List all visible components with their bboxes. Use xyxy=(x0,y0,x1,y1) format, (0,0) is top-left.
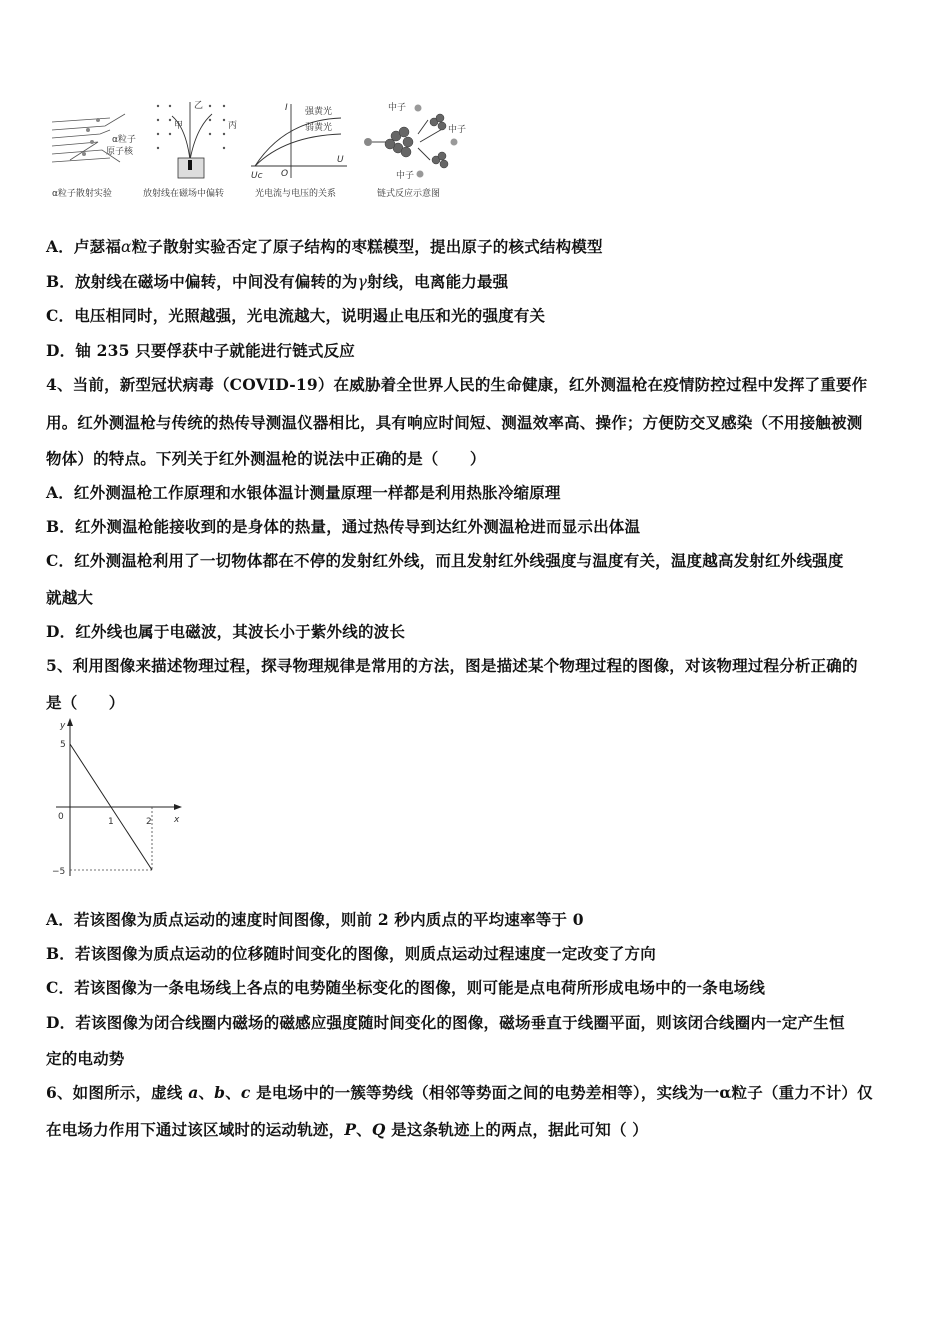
q6-l2-part1: 在电场力作用下通过该区域时的运动轨迹， xyxy=(46,1120,345,1139)
q6-stem-line-2 xyxy=(46,1118,648,1140)
q6-l1-sep1: 、 xyxy=(198,1083,215,1102)
gamma-ray-label: 乙 xyxy=(194,101,204,111)
alpha-particle-label: α粒子 xyxy=(112,135,136,145)
x-tick-1: 1 xyxy=(108,817,114,827)
gamma-symbol: γ xyxy=(357,273,368,291)
photocurrent-drawing xyxy=(245,100,350,182)
nucleus-label: 原子核 xyxy=(106,147,134,157)
figure-alpha-scattering xyxy=(50,100,140,182)
neutron-label-right: 中子 xyxy=(448,125,467,135)
y-axis-arrow xyxy=(67,718,73,726)
q3-option-b-suffix: 射线，电离能力最强 xyxy=(367,272,509,291)
alpha-ray-label: 甲 xyxy=(174,121,184,131)
x-axis-label: x xyxy=(174,815,180,825)
radiation-deflection-drawing xyxy=(150,98,240,184)
origin-label: O xyxy=(281,169,289,179)
q5-option-a: A．若该图像为质点运动的速度时间图像，则前 2 秒内质点的平均速率等于 0 xyxy=(46,910,584,929)
q3-option-b-prefix: B．放射线在磁场中偏转，中间没有偏转的为 xyxy=(46,272,358,291)
q3-option-a xyxy=(46,235,603,257)
x-tick-2: 2 xyxy=(146,817,152,827)
stopping-voltage-label: Uc xyxy=(251,171,263,181)
point-q: Q xyxy=(371,1120,386,1139)
q3-option-b xyxy=(46,270,508,292)
q3-option-d: D．铀 235 只要俘获中子就能进行链式反应 xyxy=(46,341,355,360)
q6-l2-part2: 是这条轨迹上的两点，据此可知（ ） xyxy=(385,1120,648,1139)
fig2-caption: 放射线在磁场中偏转 xyxy=(143,189,225,199)
voltage-axis-label: U xyxy=(337,155,344,165)
figure-photocurrent xyxy=(245,100,350,182)
q3-option-c: C．电压相同时，光照越强，光电流越大，说明遏止电压和光的强度有关 xyxy=(46,306,546,325)
q6-l1-part2: 是电场中的一簇等势线（相邻等势面之间的电势差相等），实线为一α粒子（重力不计）仅 xyxy=(250,1083,873,1102)
y-tick-minus-5: −5 xyxy=(52,867,66,877)
q4-stem-line-3: 物体）的特点。下列关于红外测温枪的说法中正确的是（ ） xyxy=(46,449,486,468)
neutron-label-top: 中子 xyxy=(388,103,407,113)
neutron-label-bottom: 中子 xyxy=(396,171,415,181)
q4-stem-line-2: 用。红外测温枪与传统的热传导测温仪器相比，具有响应时间短、测温效率高、操作；方便防交叉感染（不用接触被测 xyxy=(46,413,863,432)
q5-option-b: B．若该图像为质点运动的位移随时间变化的图像，则质点运动过程速度一定改变了方向 xyxy=(46,944,656,963)
beta-ray-label: 丙 xyxy=(228,121,238,131)
chain-reaction-drawing xyxy=(360,98,475,184)
fig1-caption: α粒子散射实验 xyxy=(52,189,112,199)
figure-radiation-deflection xyxy=(150,98,240,184)
q5-option-c: C．若该图像为一条电场线上各点的电势随坐标变化的图像，则可能是点电荷所形成电场中的一条电场线 xyxy=(46,978,766,997)
q3-option-a-prefix: A．卢瑟福 xyxy=(46,237,122,256)
strong-light-label: 强黄光 xyxy=(305,107,333,117)
figure-chain-reaction xyxy=(360,98,475,184)
q4-option-b: B．红外测温枪能接收到的是身体的热量，通过热传导到达红外测温枪进而显示出体温 xyxy=(46,517,641,536)
q6-l2-sep: 、 xyxy=(356,1120,372,1139)
x-axis-arrow xyxy=(174,804,182,810)
var-a: a xyxy=(188,1083,199,1102)
current-axis-label: I xyxy=(285,103,288,113)
q4-stem-line-1: 4、当前，新型冠状病毒（COVID-19）在威胁着全世界人民的生命健康，红外测温枪在疫情防控过程中发挥了重要作 xyxy=(46,375,868,394)
q5-stem-line-2: 是（ ） xyxy=(46,693,125,712)
q5-graph-svg xyxy=(50,716,190,884)
y-axis-label: y xyxy=(60,721,66,731)
q4-option-c: C．红外测温枪利用了一切物体都在不停的发射红外线，而且发射红外线强度与温度有关，温度越高发射红外线强度 xyxy=(46,551,844,570)
q6-stem-line-1 xyxy=(46,1081,873,1103)
q3-option-a-suffix: 粒子散射实验否定了原子结构的枣糕模型，提出原子的核式结构模型 xyxy=(131,237,603,256)
q5-graph xyxy=(50,716,190,884)
q5-option-d: D．若该图像为闭合线圈内磁场的磁感应强度随时间变化的图像，磁场垂直于线圈平面，则该闭合线圈内一定产生恒 xyxy=(46,1013,845,1032)
point-p: P xyxy=(344,1120,357,1139)
fig3-caption: 光电流与电压的关系 xyxy=(255,189,337,199)
weak-light-label: 弱黄光 xyxy=(305,123,333,133)
var-b: b xyxy=(214,1083,226,1102)
q4-option-c-continued: 就越大 xyxy=(46,588,94,607)
q4-option-d: D．红外线也属于电磁波，其波长小于紫外线的波长 xyxy=(46,622,406,641)
q6-l1-part1: 6、如图所示，虚线 xyxy=(46,1083,189,1102)
q4-option-a: A．红外测温枪工作原理和水银体温计测量原理一样都是利用热胀冷缩原理 xyxy=(46,483,561,502)
y-tick-5: 5 xyxy=(60,740,66,750)
var-c: c xyxy=(240,1083,251,1102)
fig4-caption: 链式反应示意图 xyxy=(377,189,441,199)
q6-l1-sep2: 、 xyxy=(225,1083,241,1102)
origin-label: 0 xyxy=(58,812,64,822)
q5-stem-line-1: 5、利用图像来描述物理过程，探寻物理规律是常用的方法，图是描述某个物理过程的图像，对该物理过程分析正确的 xyxy=(46,656,858,675)
alpha-scattering-drawing xyxy=(50,100,140,182)
q5-option-d-continued: 定的电动势 xyxy=(46,1049,125,1068)
alpha-symbol: α xyxy=(121,238,132,256)
